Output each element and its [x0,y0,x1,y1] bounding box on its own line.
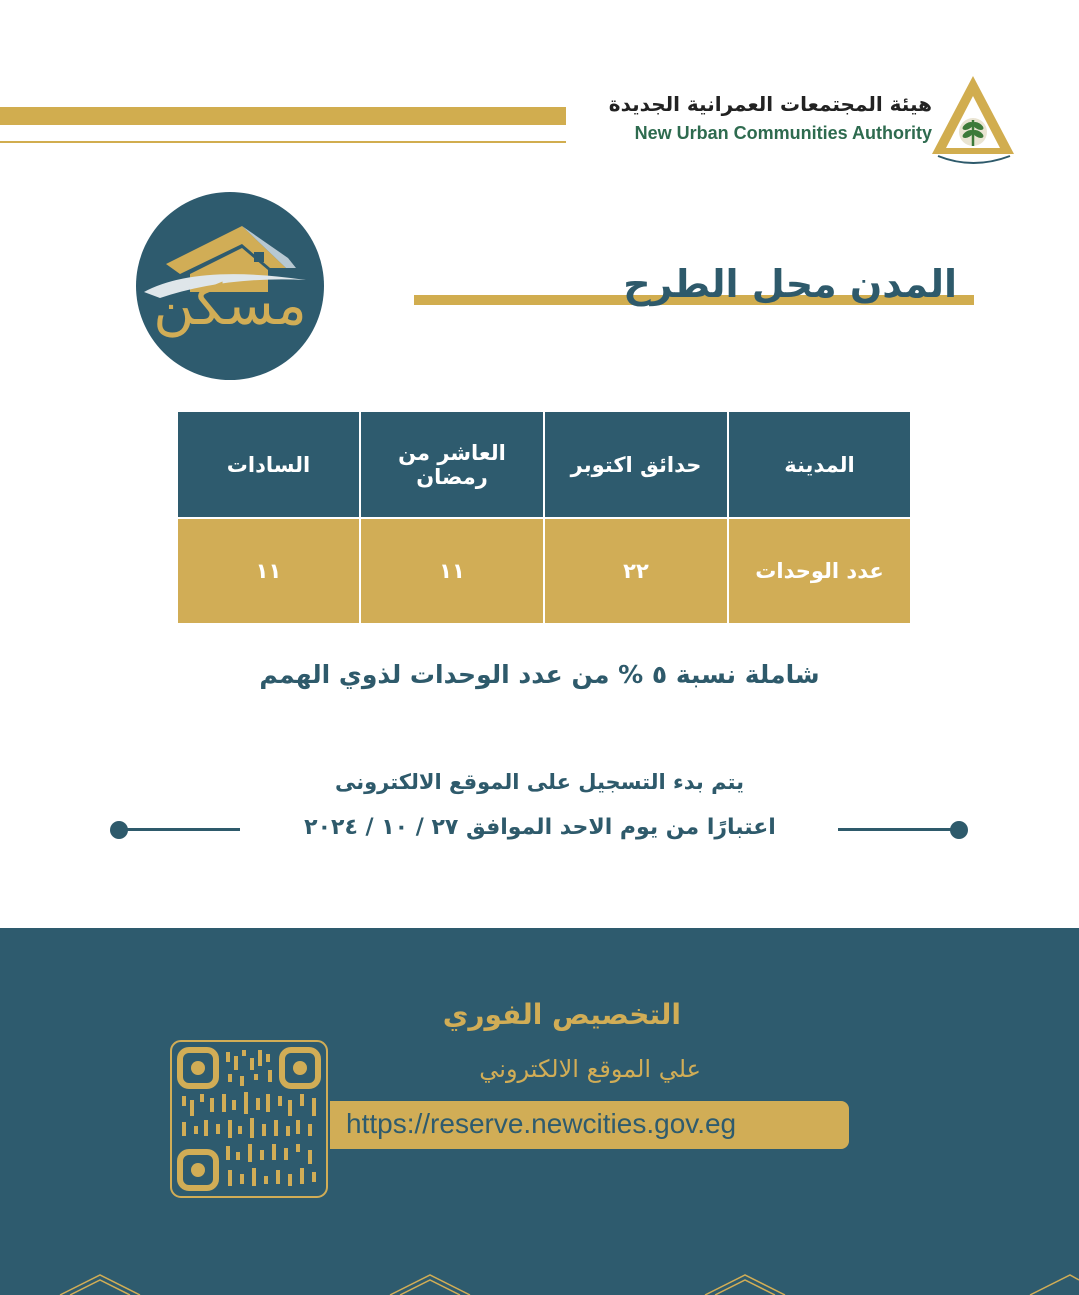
qr-code-icon[interactable] [170,1040,328,1198]
divider-dot-right [950,821,968,839]
org-name-arabic: هيئة المجتمعات العمرانية الجديدة [608,92,932,116]
divider-line-right [838,828,962,831]
table-header-sadat: السادات [177,411,360,518]
page-title: المدن محل الطرح [623,262,957,306]
footer-subtitle: علي الموقع الالكتروني [479,1055,701,1083]
website-link[interactable]: https://reserve.newcities.gov.eg [346,1108,737,1139]
divider-dot-left [110,821,128,839]
units-table [176,410,912,625]
org-name-english: New Urban Communities Authority [634,123,932,143]
divider-line-left [120,828,240,831]
table-header-hadaek-october: حدائق اكتوبر [544,411,728,518]
footer-title: التخصيص الفوري [442,998,681,1031]
table-cell-10th-ramadan: ١١ [360,518,544,624]
table-cell-sadat: ١١ [177,518,360,624]
decorative-house-icons [0,1270,1079,1295]
header-gold-bar [0,107,566,125]
header-gold-line [0,141,566,143]
registration-date: اعتبارًا من يوم الاحد الموافق ٢٧ / ١٠ / ٢٠٢٤ [304,815,776,840]
table-header-city: المدينة [728,411,911,518]
nuca-logo-icon [930,70,1016,170]
disability-note: شاملة نسبة ٥ % من عدد الوحدات لذوي الهمم [259,660,820,689]
maskan-brand-icon [136,192,324,380]
table-header-row [177,411,911,518]
table-header-10th-ramadan: العاشر من رمضان [360,411,544,518]
maskan-brand-word: مسكن [153,273,307,338]
table-row-label: عدد الوحدات [728,518,911,624]
registration-line-1: يتم بدء التسجيل على الموقع الالكترونى [334,770,745,794]
table-row [177,518,911,624]
table-cell-hadaek-october: ٢٢ [544,518,728,624]
